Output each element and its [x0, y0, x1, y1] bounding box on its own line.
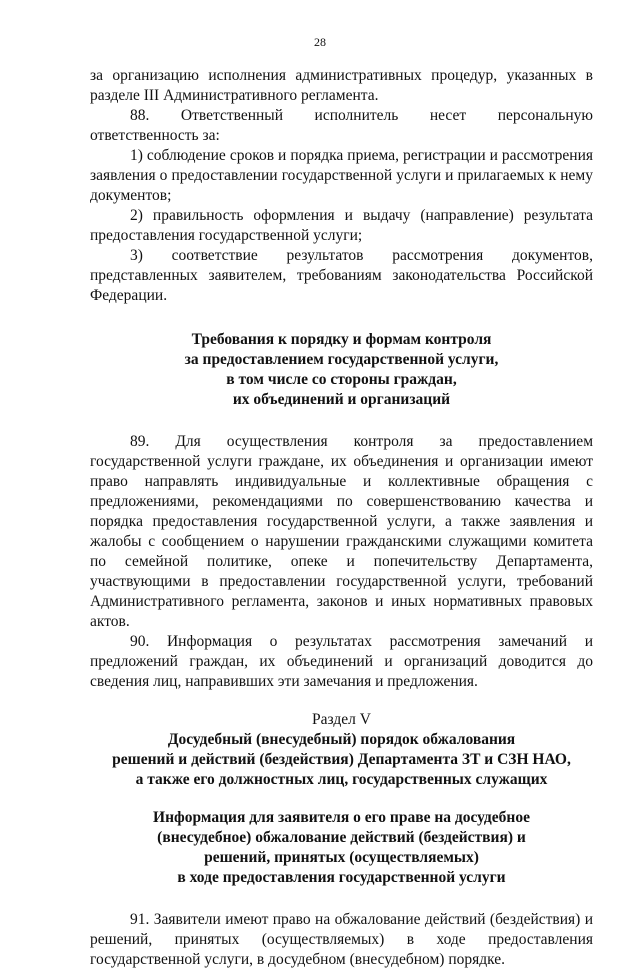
heading-line: (внесудебное) обжалование действий (бездействия) и [157, 829, 526, 846]
paragraph-90: 90. Информация о результатах рассмотрения замечаний и предложений граждан, их объединений и организаций доводится до сведения лиц, направивших эти замечания и предложения. [90, 633, 593, 690]
page-number: 28 [314, 35, 326, 49]
heading-line: Досудебный (внесудебный) порядок обжалования [167, 731, 516, 748]
heading-line: в том числе со стороны граждан, [226, 371, 457, 388]
document-body [90, 66, 593, 970]
heading-appeal-info [90, 808, 593, 888]
paragraph-91: 91. Заявители имеют право на обжалование действий (бездействия) и решений, принятых (осуществляемых) в ходе предоставления государственной услуги, в досудебном (внесудебном) порядке. [90, 911, 593, 968]
paragraph-89: 89. Для осуществления контроля за предоставлением государственной услуги граждане, их объединения и организации имеют право направлять индивидуальные и коллективные обращения с предложениями, рекомендациями по совершенствованию качества и порядка предоставления государственной услуги, а также заявления и жалобы с сообщением о нарушении гражданскими служащими комитета по семейной политике, опеке и попечительству Департамента, участвующими в предоставлении государственной услуги, требований Административного регламента, законов и иных нормативных правовых актов. [90, 433, 593, 630]
heading-section-v [90, 730, 593, 790]
heading-line: в ходе предоставления государственной услуги [177, 869, 506, 886]
paragraph-continuation: за организацию исполнения административных процедур, указанных в разделе III Административного регламента. [90, 67, 593, 104]
paragraph-88: 88. Ответственный исполнитель несет персональную ответственность за: [90, 107, 593, 144]
heading-line: решений и действий (бездействия) Департамента ЗТ и СЗН НАО, [112, 751, 571, 768]
paragraph-88-item-2: 2) правильность оформления и выдачу (направление) результата предоставления государственной услуги; [90, 207, 593, 244]
heading-line: решений, принятых (осуществляемых) [204, 849, 479, 866]
heading-control-requirements [90, 330, 593, 410]
heading-line: а также его должностных лиц, государственных служащих [135, 771, 548, 788]
paragraph-88-item-3: 3) соответствие результатов рассмотрения документов, представленных заявителем, требованиям законодательства Российской Федерации. [90, 247, 593, 304]
heading-line: Требования к порядку и формам контроля [191, 331, 492, 348]
paragraph-88-item-1: 1) соблюдение сроков и порядка приема, регистрации и рассмотрения заявления о предоставлении государственной услуги и прилагаемых к нему документов; [90, 147, 593, 204]
heading-line: Информация для заявителя о его праве на досудебное [153, 809, 530, 826]
section-label: Раздел V [312, 711, 371, 728]
heading-line: их объединений и организаций [232, 391, 451, 408]
heading-line: за предоставлением государственной услуги, [184, 351, 499, 368]
